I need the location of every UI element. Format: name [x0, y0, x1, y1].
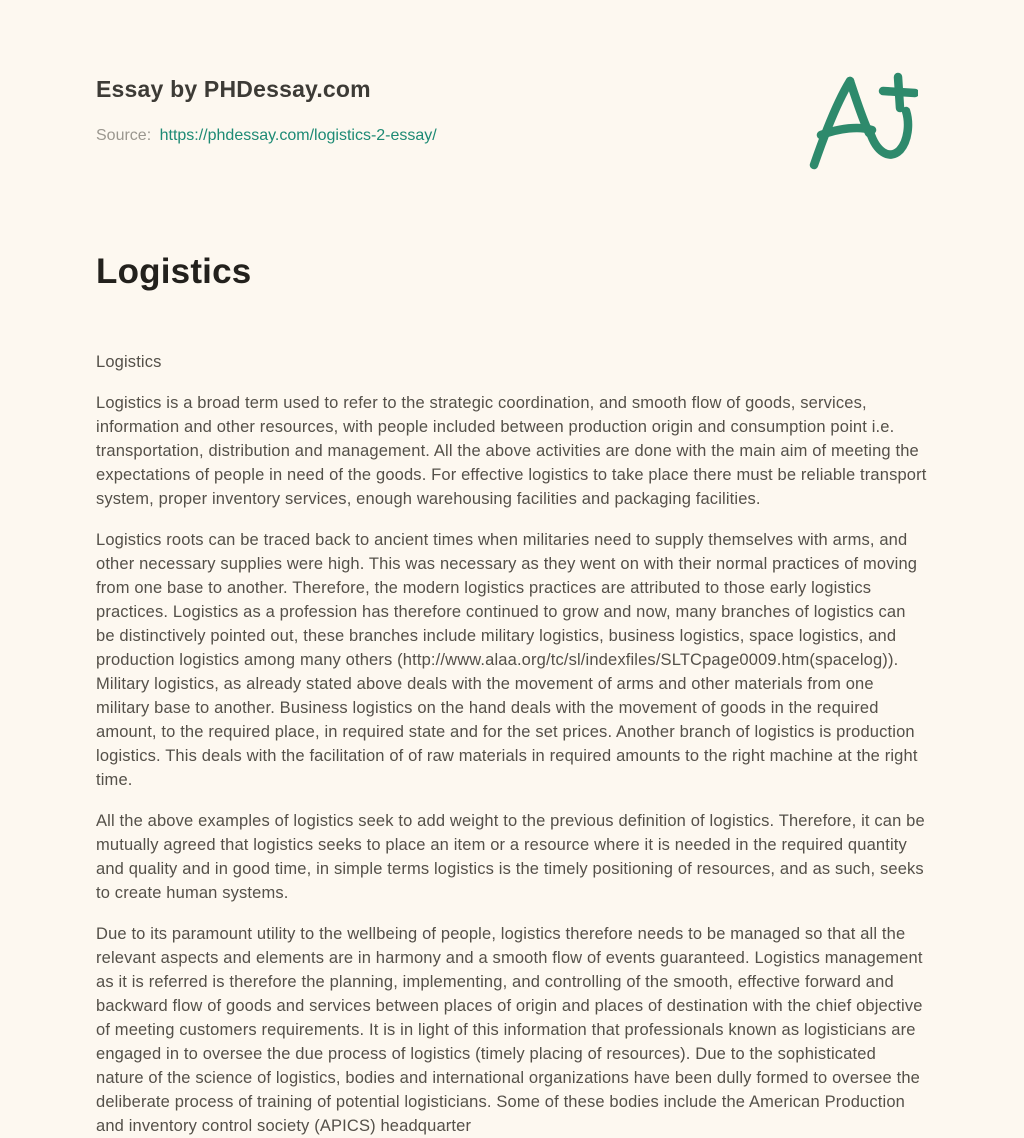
a-plus-logo	[806, 70, 918, 170]
essay-paragraph: Due to its paramount utility to the wellbeing of people, logistics therefore needs to be managed so that all the relevant aspects and elements are in harmony and a smooth flow of events guaranteed. Logistics management as it is referred is therefore the planning, implementing, and controlling of the smooth, effective forward and backward flow of goods and services between places of origin and places of destination with the chief objective of meeting customers requirements. It is in light of this information that professionals known as logisticians are engaged in to oversee the due process of logistics (timely placing of resources). Due to the sophisticated nature of the science of logistics, bodies and international organizations have been dully formed to oversee the deliberate process of training of potential logisticians. Some of these bodies include the American Production and inventory control society (APICS) headquarter	[96, 925, 923, 1135]
a-plus-logo-glyph	[806, 70, 918, 170]
essay-by-heading: Essay by PHDessay.com	[96, 76, 371, 102]
essay-title: Logistics	[96, 252, 252, 291]
essay-body	[96, 350, 928, 1138]
essay-paragraph: Logistics roots can be traced back to ancient times when militaries need to supply themselves with arms, and other necessary supplies were high. This was necessary as they went on with their normal practices of moving from one base to another. Therefore, the modern logistics practices are attributed to those early logistics practices. Logistics as a profession has therefore continued to grow and now, many branches of logistics can be distinctively pointed out, these branches include military logistics, business logistics, space logistics, and production logistics among many others (http://www.alaa.org/tc/sl/indexfiles/SLTCpage0009.htm(spacelog)). Military logistics, as already stated above deals with the movement of arms and other materials from one military base to another. Business logistics on the hand deals with the movement of goods in the required amount, to the required place, in required state and for the set prices. Another branch of logistics is production logistics. This deals with the facilitation of of raw materials in required amounts to the right machine at the right time.	[96, 531, 918, 789]
essay-paragraph: Logistics is a broad term used to refer to the strategic coordination, and smooth flow of goods, services, information and other resources, with people included between production origin and consumption point i.e. transportation, distribution and management. All the above activities are done with the main aim of meeting the expectations of people in need of the goods. For effective logistics to take place there must be reliable transport system, proper inventory services, enough warehousing facilities and packaging facilities.	[96, 394, 927, 508]
source-link[interactable]: https://phdessay.com/logistics-2-essay/	[159, 127, 437, 144]
essay-paragraph: Logistics	[96, 353, 162, 371]
source-label: Source:	[96, 127, 152, 144]
header-text-block	[96, 70, 437, 145]
page-header	[96, 70, 928, 170]
essay-paragraph: All the above examples of logistics seek to add weight to the previous definition of logistics. Therefore, it can be mutually agreed that logistics seeks to place an item or a resource where it is needed in the required quantity and quality and in good time, in simple terms logistics is the timely positioning of resources, and as such, seeks to create human systems.	[96, 812, 925, 902]
source-row	[96, 127, 437, 145]
